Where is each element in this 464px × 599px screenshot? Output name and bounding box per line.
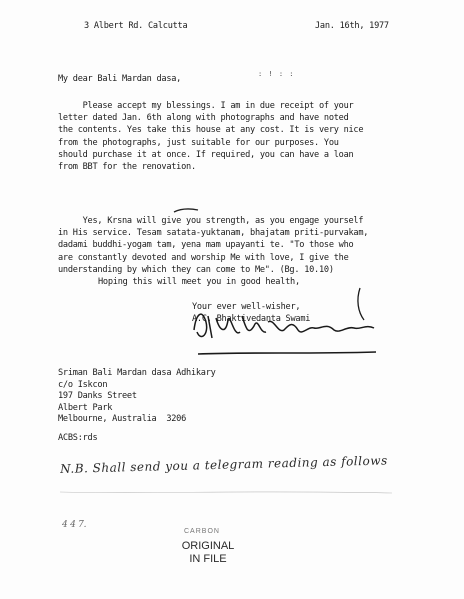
paragraph-line: are constantly devoted and worship Me with love, I give the [58, 252, 349, 263]
handwritten-underline [58, 488, 398, 498]
ink-stamp-marks: : ! : : [258, 70, 295, 78]
signatory-name: A.C. Bhaktivedanta Swami [192, 314, 311, 324]
handwritten-postscript: N.B. Shall send you a telegram reading as follows [60, 453, 388, 476]
recipient-address [58, 368, 216, 426]
sender-address: 3 Albert Rd. Calcutta [84, 21, 188, 31]
address-line: Albert Park [58, 402, 113, 413]
paragraph-line: from BBT for the renovation. [58, 162, 196, 173]
paragraph-line: understanding by which they can come to Me". (Bg. 10.10) [58, 264, 334, 275]
paragraph-line: in His service. Tesam satata-yuktanam, bhajatam priti-purvakam, [58, 228, 369, 239]
paragraph-line: the contents. Yes take this house at any cost. It is very nice [58, 125, 364, 136]
paragraph-line: should purchase it at once. If required, you can have a loan [58, 149, 354, 160]
address-line: Melbourne, Australia 3206 [58, 414, 187, 424]
handwritten-number: 4 4 7. [62, 520, 87, 530]
paragraph-line: dadami buddhi-yogam tam, yena mam upayanti te. "To those who [58, 240, 354, 251]
paragraph-line: from the photographs, just suitable for our purposes. You [58, 137, 339, 148]
original-in-file-stamp: ORIGINAL IN FILE [181, 540, 235, 565]
closing-line: Hoping this will meet you in good health, [98, 277, 300, 287]
salutation: My dear Bali Mardan dasa, [58, 74, 182, 84]
carbon-stamp: CARBON [184, 528, 220, 535]
paragraph-krsna [58, 215, 438, 276]
paragraph-line: Yes, Krsna will give you strength, as you engage yourself [58, 216, 364, 226]
address-line: c/o Iskcon [58, 379, 108, 390]
well-wisher-line: Your ever well-wisher, [192, 302, 301, 312]
paragraph-line: letter dated Jan. 6th along with photographs and have noted [58, 113, 349, 124]
reference-initials: ACBS:rds [58, 433, 98, 443]
paragraph-line: Please accept my blessings. I am in due receipt of your [58, 101, 354, 111]
address-line: 197 Danks Street [58, 391, 137, 401]
paragraph-blessings [58, 100, 438, 173]
address-line: Sriman Bali Mardan dasa Adhikary [58, 368, 216, 378]
letter-date: Jan. 16th, 1977 [315, 21, 389, 31]
